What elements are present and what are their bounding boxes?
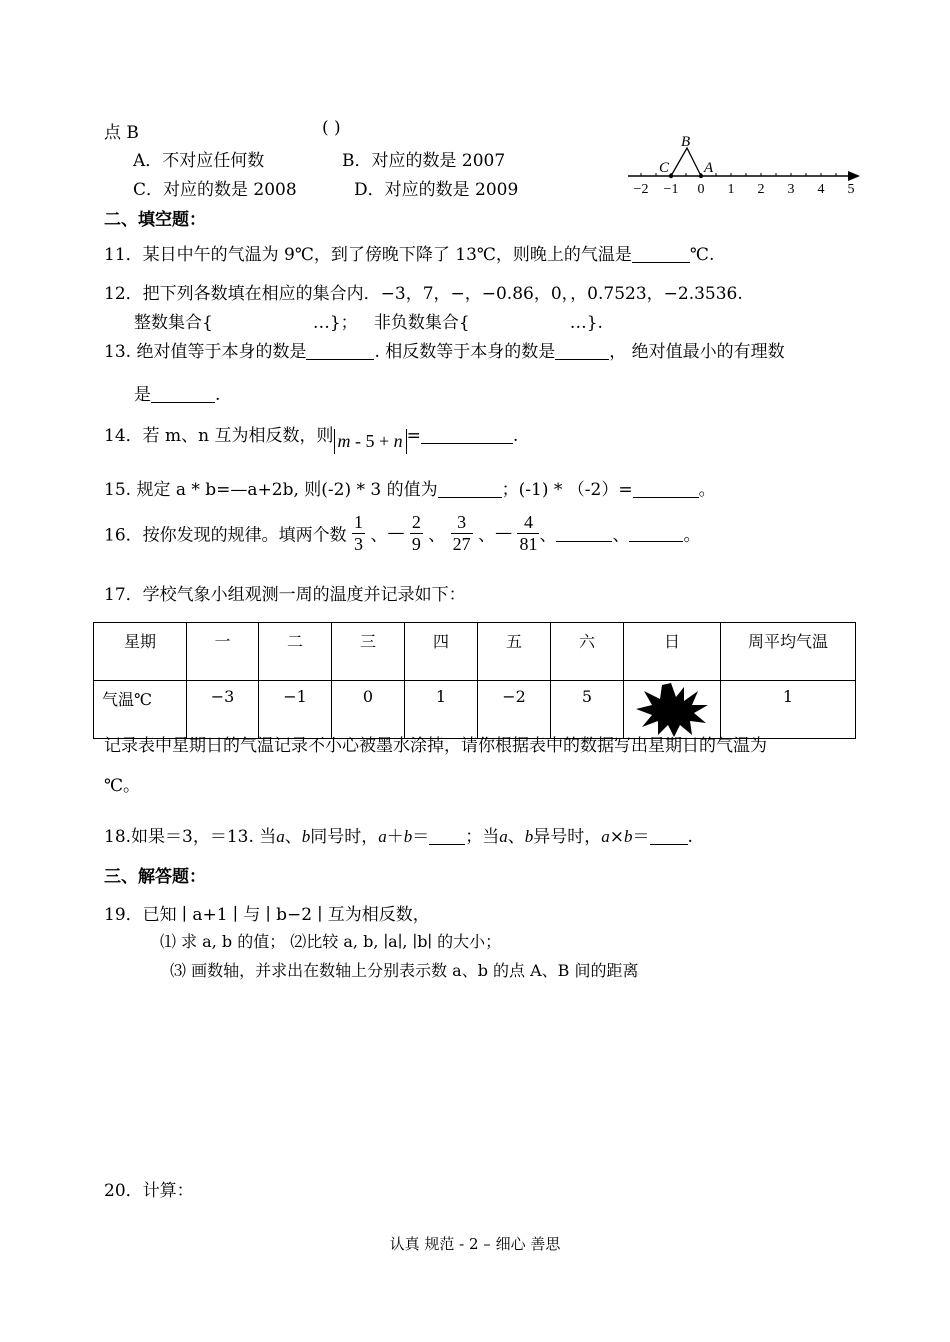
- q13-text-d: 是: [134, 385, 151, 405]
- number-line-arrow: [848, 171, 860, 181]
- table-cell: 1: [405, 681, 478, 739]
- q13-blank-2[interactable]: [555, 342, 609, 360]
- table-cell: −1: [259, 681, 332, 739]
- q16-fraction-2: $\frac{2}{9}$: [411, 512, 421, 554]
- table-header-cell: 二: [259, 623, 332, 681]
- q12-nonneg-set-label: 非负数集合{: [373, 313, 470, 333]
- q18-var-a-2: a: [378, 827, 387, 846]
- q10-answer-paren: ( ): [322, 118, 341, 138]
- q14-text: 14．若 m、n 互为相反数，则: [104, 426, 334, 446]
- table-header-cell: 日: [624, 623, 721, 681]
- q13-blank-1[interactable]: [306, 342, 374, 360]
- q18: [104, 822, 693, 847]
- temperature-table: [93, 622, 856, 739]
- q18-sep-2: 、: [507, 827, 525, 847]
- q13-text-c: ， 绝对值最小的有理数: [609, 342, 785, 362]
- q10-option-b: B．对应的数是 2007: [342, 151, 506, 171]
- number-line-tick-label: −2: [633, 182, 649, 197]
- q16-fraction-4: $\frac{4}{81}$: [519, 512, 538, 554]
- q16-fraction-1: $\frac{1}{3}$: [354, 512, 364, 554]
- q16-fraction-3: $\frac{3}{27}$: [452, 512, 471, 554]
- number-line-tick-label: 5: [847, 182, 855, 197]
- q12-integer-set-label: 整数集合{: [134, 313, 213, 333]
- triangle-cba: [671, 148, 701, 176]
- q16-blank-2[interactable]: [629, 524, 683, 542]
- q11-unit: ℃.: [689, 245, 715, 265]
- table-cell: 1: [721, 681, 856, 739]
- number-line-tick-label: 0: [697, 182, 705, 197]
- q18-times: ×: [609, 827, 625, 847]
- q16-blank-1[interactable]: [556, 524, 612, 542]
- table-header-cell: 六: [551, 623, 624, 681]
- q18-var-a: a: [276, 827, 285, 846]
- page-footer: 认真 规范 - 2 – 细心 善思: [389, 1235, 561, 1253]
- q18-equals-1: ＝: [412, 827, 430, 847]
- q12-line1: 12．把下列各数填在相应的集合内．−3，7，−，−0.86，0，，0.7523，−2.3536.: [104, 284, 743, 304]
- q14-blank[interactable]: [421, 426, 513, 444]
- table-header-cell: 三: [332, 623, 405, 681]
- point-a: [699, 174, 703, 178]
- table-header-cell: 星期: [94, 623, 187, 681]
- q10-option-a: A．不对应任何数: [133, 151, 265, 171]
- q10-option-c: C．对应的数是 2008: [133, 180, 297, 200]
- q16-sep-2: 、: [428, 525, 446, 546]
- q14-end: .: [512, 426, 519, 446]
- q18-var-b-4: b: [624, 827, 633, 846]
- q15-text-c: 。: [698, 480, 716, 500]
- number-line-tick-label: 1: [727, 182, 735, 197]
- q18-var-b-2: b: [403, 827, 413, 846]
- table-cell: −2: [478, 681, 551, 739]
- q18-text-e: ；当: [465, 827, 500, 847]
- q18-var-b: b: [301, 827, 311, 846]
- number-line-tick-label: 2: [757, 182, 765, 197]
- q16-sign-4: —: [495, 523, 513, 544]
- table-cell: −3: [187, 681, 259, 739]
- q12-line2: [134, 308, 603, 333]
- label-c: C: [659, 160, 670, 176]
- q16-text: 16．按你发现的规律。填两个数: [104, 525, 347, 546]
- table-header-cell: 一: [187, 623, 259, 681]
- q14: [104, 421, 518, 454]
- q15-text-b: ；(-1) * （-2）=: [501, 480, 633, 500]
- q16-sep-5: 、: [612, 525, 630, 546]
- q18-text-a: 18.如果＝3，＝13. 当: [104, 827, 277, 847]
- table-row: [94, 681, 856, 739]
- q14-abs-expression: [334, 429, 407, 454]
- q13-blank-3[interactable]: [151, 385, 215, 403]
- q18-blank-2[interactable]: [650, 827, 688, 845]
- q11-blank[interactable]: [632, 245, 690, 263]
- q11-text: 11．某日中午的气温为 9℃，到了傍晚下降了 13℃，则晚上的气温是: [104, 245, 632, 265]
- ink-blot-cell: [624, 681, 721, 739]
- q19-line3: ⑶ 画数轴，并求出在数轴上分别表示数 a、b 的点 A、B 间的距离: [170, 961, 639, 980]
- q14-equals: =: [406, 426, 421, 446]
- q18-var-a-3: a: [499, 827, 508, 846]
- q18-end: .: [687, 827, 693, 847]
- q18-var-a-4: a: [601, 827, 610, 846]
- q15-text-a: 15. 规定 a * b=—a+2b, 则(-2) * 3 的值为: [104, 480, 438, 500]
- q16-sep-3: 、: [478, 525, 496, 546]
- section-2-heading: 二、填空题：: [104, 210, 206, 230]
- q17-after-line2: ℃。: [104, 776, 141, 796]
- q19-line2: ⑴ 求 a, b 的值； ⑵比较 a, b, ∣a∣, ∣b∣ 的大小；: [160, 932, 502, 951]
- label-a: A: [704, 160, 714, 176]
- q11: [104, 240, 714, 265]
- table-cell: 气温℃: [94, 681, 187, 739]
- q10-option-d: D．对应的数是 2009: [354, 180, 519, 200]
- table-row: [94, 623, 856, 681]
- q15-blank-2[interactable]: [633, 480, 699, 498]
- q13-text-b: . 相反数等于本身的数是: [374, 342, 556, 362]
- q18-plus: ＋: [386, 827, 404, 847]
- q18-sep: 、: [284, 827, 302, 847]
- q16-end: 。: [683, 525, 701, 546]
- table-cell: 5: [551, 681, 624, 739]
- q14-expr-mid: - 5 +: [350, 431, 394, 451]
- q15: [104, 475, 716, 500]
- q20: 20．计算：: [104, 1181, 194, 1201]
- q17-text: 17．学校气象小组观测一周的温度并记录如下：: [104, 585, 466, 605]
- table-cell: 0: [332, 681, 405, 739]
- q16: [104, 512, 700, 554]
- q16-sep-1: 、: [370, 525, 388, 546]
- q18-text-f: 异号时，: [533, 827, 602, 847]
- table-header-cell: 周平均气温: [721, 623, 856, 681]
- q12-integer-set-end: …}；: [312, 313, 358, 333]
- q16-sep-4: 、: [539, 525, 557, 546]
- number-line-tick-label: −1: [663, 182, 679, 197]
- q13-line2: [134, 380, 220, 405]
- table-header-cell: 五: [478, 623, 551, 681]
- q19-line1: 19．已知 ∣ a+1 ∣ 与 ∣ b−2 ∣ 互为相反数，: [104, 905, 430, 925]
- q14-var-n: n: [393, 431, 403, 451]
- q13-text-e: .: [215, 385, 221, 405]
- q15-blank-1[interactable]: [438, 480, 502, 498]
- label-b: B: [681, 134, 691, 150]
- q14-var-m: m: [337, 431, 351, 451]
- q18-text-b: 同号时，: [310, 827, 379, 847]
- section-3-heading: 三、解答题：: [104, 867, 206, 887]
- q16-sign-2: —: [387, 523, 405, 544]
- q12-nonneg-set-end: …}.: [569, 313, 603, 333]
- table-header-cell: 四: [405, 623, 478, 681]
- q18-equals-2: ＝: [632, 827, 650, 847]
- point-c: [669, 174, 673, 178]
- q18-var-b-3: b: [524, 827, 534, 846]
- q10-tail: 点 B: [104, 123, 139, 143]
- number-line-tick-label: 3: [787, 182, 795, 197]
- ink-blot-icon: [624, 681, 718, 737]
- q18-blank-1[interactable]: [429, 827, 465, 845]
- number-line-figure: [620, 128, 865, 200]
- q13-text-a: 13. 绝对值等于本身的数是: [104, 342, 307, 362]
- q17-after-line1: 记录表中星期日的气温记录不小心被墨水涂掉，请你根据表中的数据写出星期日的气温为: [104, 736, 767, 756]
- q13-line1: [104, 337, 785, 362]
- number-line-tick-label: 4: [817, 182, 825, 197]
